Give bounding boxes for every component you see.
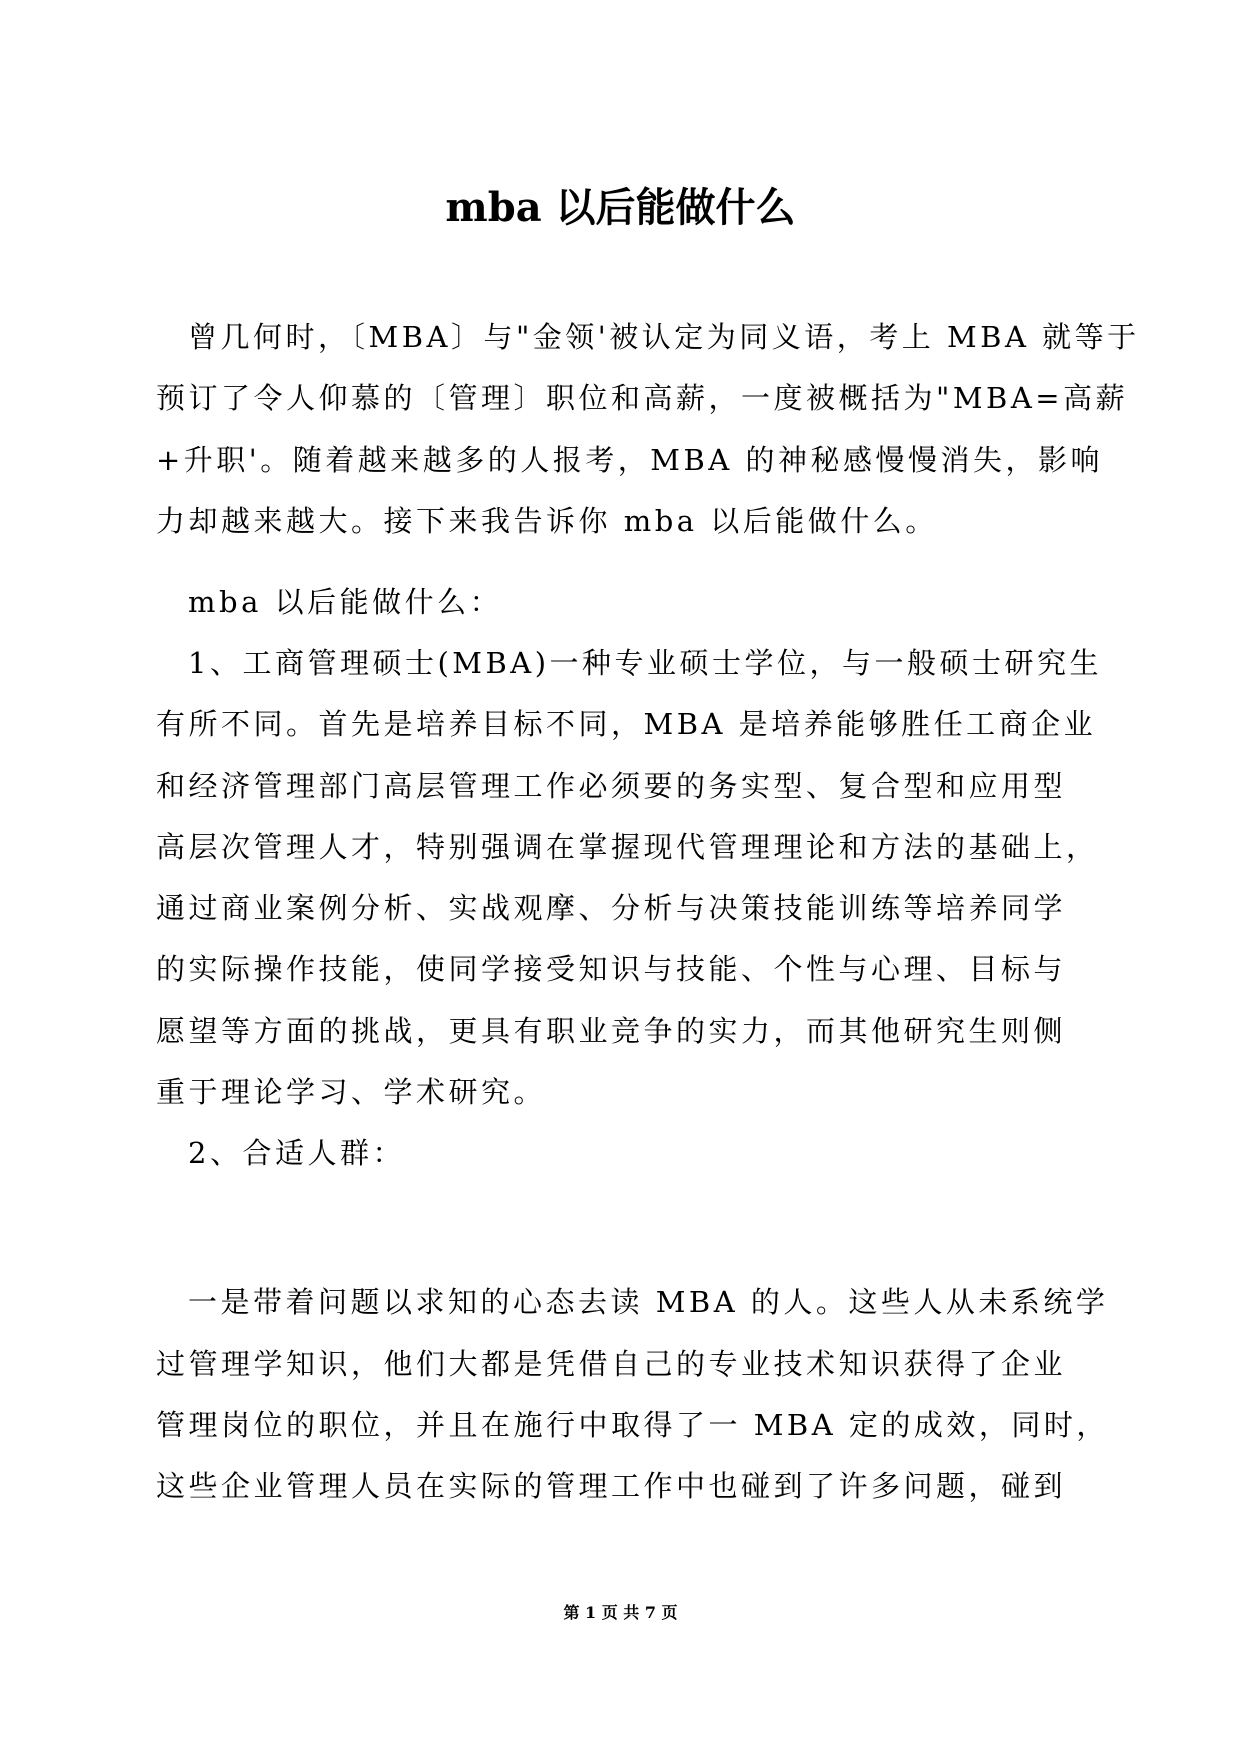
paragraph-2-line-4: 这些企业管理人员在实际的管理工作中也碰到了许多问题，碰到 xyxy=(156,1469,1067,1503)
item-1-line-8: 重于理论学习、学术研究。 xyxy=(156,1075,547,1109)
item-1-line-3: 和经济管理部门高层管理工作必须要的务实型、复合型和应用型 xyxy=(156,769,1067,803)
item-2-heading: 2、合适人群： xyxy=(188,1136,405,1170)
item-1-line-7: 愿望等方面的挑战，更具有职业竞争的实力，而其他研究生则侧 xyxy=(156,1014,1067,1048)
section-heading: mba 以后能做什么： xyxy=(188,585,503,619)
item-1-line-5: 通过商业案例分析、实战观摩、分析与决策技能训练等培养同学 xyxy=(156,891,1067,925)
item-1-line-6: 的实际操作技能，使同学接受知识与技能、个性与心理、目标与 xyxy=(156,952,1067,986)
page-footer: 第 1 页 共 7 页 xyxy=(563,1603,678,1622)
paragraph-1-line-3: +升职'。随着越来越多的人报考，MBA 的神秘感慢慢消失，影响 xyxy=(156,443,1103,477)
item-1-line-1: 1、工商管理硕士(MBA)一种专业硕士学位，与一般硕士研究生 xyxy=(188,646,1103,680)
paragraph-2-line-1: 一是带着问题以求知的心态去读 MBA 的人。这些人从未系统学 xyxy=(188,1285,1109,1319)
paragraph-2-line-2: 过管理学知识，他们大都是凭借自己的专业技术知识获得了企业 xyxy=(156,1347,1067,1381)
item-1-line-4: 高层次管理人才，特别强调在掌握现代管理理论和方法的基础上， xyxy=(156,830,1099,864)
paragraph-1-line-4: 力却越来越大。接下来我告诉你 mba 以后能做什么。 xyxy=(156,504,938,538)
paragraph-1-line-1: 曾几何时，〔MBA〕与"金领'被认定为同义语，考上 MBA 就等于 xyxy=(188,320,1140,354)
item-1-line-2: 有所不同。首先是培养目标不同，MBA 是培养能够胜任工商企业 xyxy=(156,707,1097,741)
document-title: mba 以后能做什么 xyxy=(445,184,796,231)
paragraph-1-line-2: 预订了令人仰慕的〔管理〕职位和高薪，一度被概括为"MBA=高薪 xyxy=(156,381,1129,415)
paragraph-2-line-3: 管理岗位的职位，并且在施行中取得了一 MBA 定的成效，同时， xyxy=(156,1408,1109,1442)
